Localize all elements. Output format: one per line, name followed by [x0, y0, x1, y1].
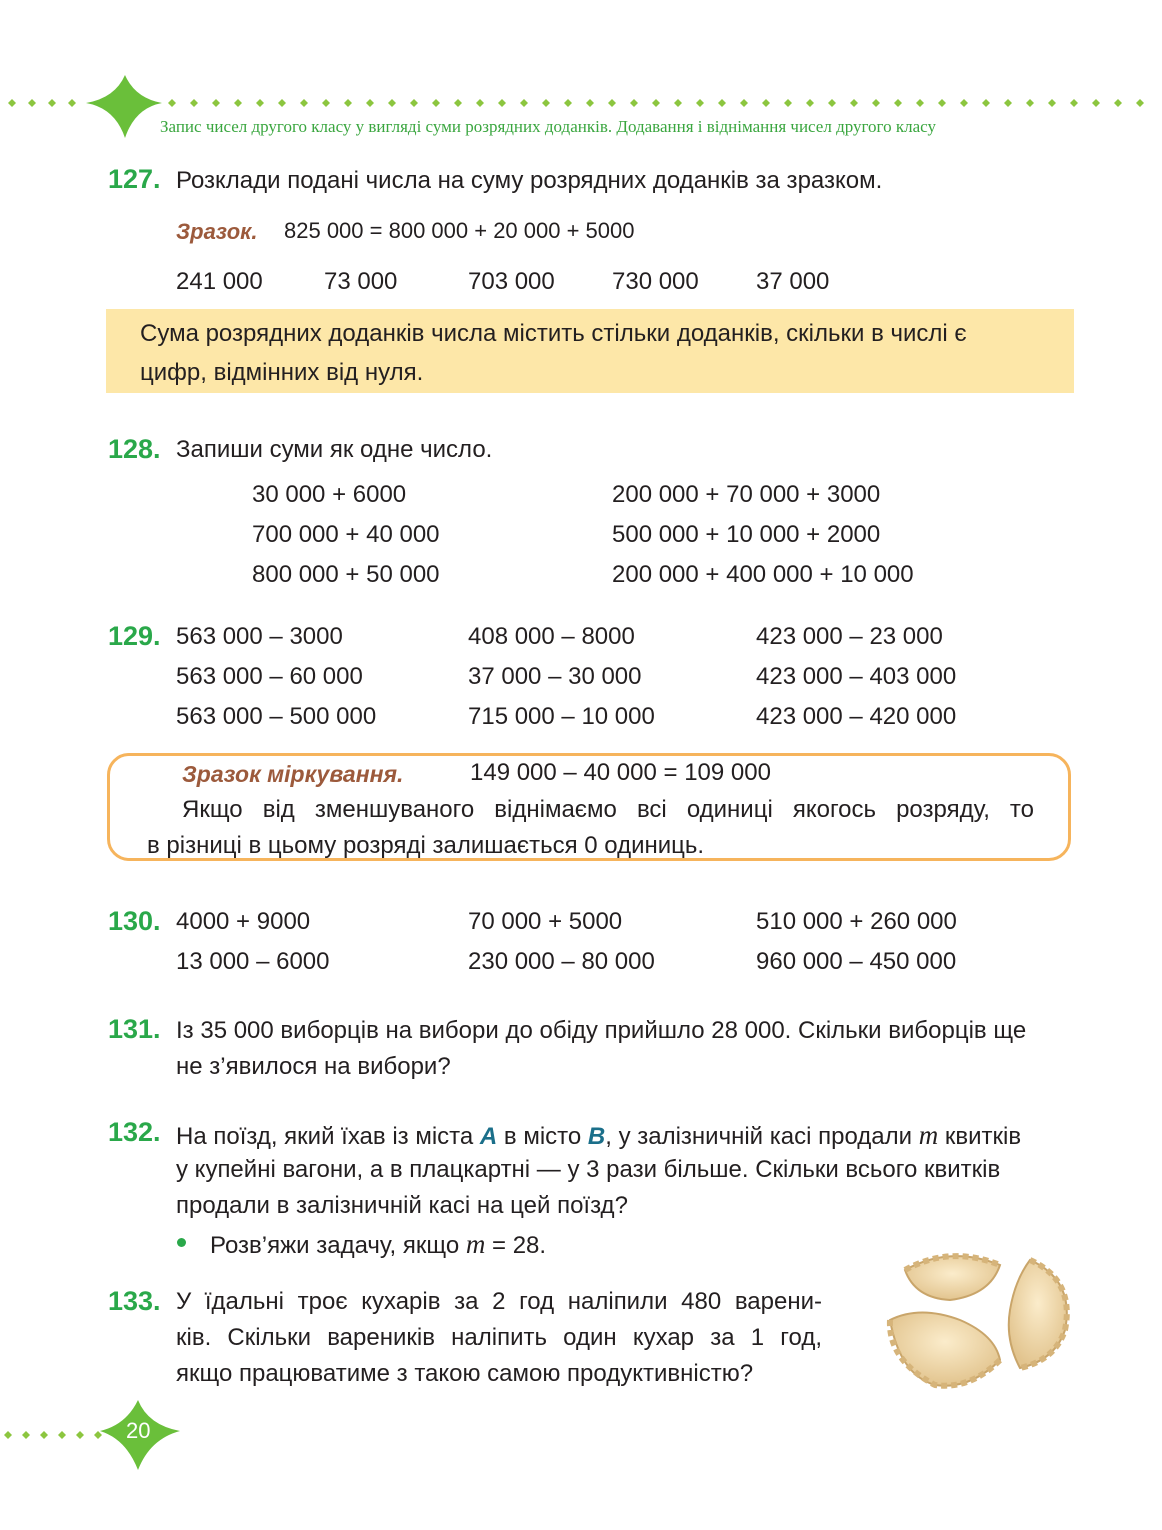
diamond-dots-left	[8, 99, 76, 107]
dumpling-icon	[905, 1256, 1000, 1300]
difference-expression: 715 000 – 10 000	[468, 703, 655, 730]
variable-m: m	[918, 1120, 939, 1150]
sum-expression: 800 000 + 50 000	[252, 561, 440, 588]
exercise-133-line-3: якщо працюватиме з такою самою продуктивністю?	[176, 1360, 754, 1387]
expression: 4000 + 9000	[176, 908, 311, 935]
dumpling-icon	[1009, 1260, 1067, 1368]
diamond-dots-right	[168, 99, 1144, 107]
dumplings-illustration	[880, 1240, 1080, 1400]
exercise-number-128: 128.	[108, 434, 161, 464]
number-item: 37 000	[756, 268, 830, 295]
text-part: , у залізничній касі продали	[605, 1123, 919, 1150]
exercise-131-line-2: не з’явилося на вибори?	[176, 1053, 451, 1080]
exercise-133-line-2: ків. Скільки вареників наліпить один кухар за 1 год,	[176, 1324, 822, 1351]
sum-expression: 700 000 + 40 000	[252, 521, 440, 548]
exercise-127-text: Розклади подані числа на суму розрядних доданків за зразком.	[176, 167, 883, 194]
reasoning-label: Зразок міркування.	[182, 761, 404, 787]
reasoning-line-1: Якщо від зменшуваного віднімаємо всі одиниці якогось розряду, то	[182, 796, 1034, 823]
large-green-star-icon	[86, 75, 162, 138]
exercise-132-bullet	[210, 1229, 546, 1260]
expression: 70 000 + 5000	[468, 908, 623, 935]
exercise-number-130: 130.	[108, 906, 161, 936]
rule-line-1: Сума розрядних доданків числа містить стільки доданків, скільки в числі є	[140, 320, 967, 347]
sum-expression: 200 000 + 400 000 + 10 000	[612, 561, 914, 588]
text-part: квитків	[938, 1123, 1022, 1150]
rule-line-2: цифр, відмінних від нуля.	[140, 359, 424, 386]
expression: 960 000 – 450 000	[756, 948, 957, 975]
exercise-132-line-3: продали в залізничній касі на цей поїзд?	[176, 1192, 628, 1219]
exercise-131-line-1: Із 35 000 виборців на вибори до обіду прийшло 28 000. Скільки виборців ще	[176, 1017, 1027, 1044]
bullet-icon	[177, 1238, 186, 1247]
city-b-label: В	[587, 1123, 606, 1150]
exercise-number-127: 127.	[108, 164, 161, 194]
difference-expression: 563 000 – 3000	[176, 623, 343, 650]
dumpling-icon	[890, 1313, 1000, 1386]
difference-expression: 423 000 – 420 000	[756, 703, 957, 730]
diamond-dots-footer	[4, 1431, 102, 1439]
reasoning-example: 149 000 – 40 000 = 109 000	[470, 759, 771, 786]
number-item: 73 000	[324, 268, 398, 295]
exercise-number-132: 132.	[108, 1117, 161, 1147]
exercise-number-129: 129.	[108, 621, 161, 651]
sum-expression: 500 000 + 10 000 + 2000	[612, 521, 881, 548]
number-item: 703 000	[468, 268, 555, 295]
text-part: = 28.	[485, 1232, 547, 1259]
header-title: Запис чисел другого класу у вигляді суми розрядних доданків. Додавання і віднімання чисел другого класу	[160, 117, 936, 136]
variable-m: m	[465, 1229, 486, 1259]
exercise-128-text: Запиши суми як одне число.	[176, 436, 493, 463]
sample-expression: 825 000 = 800 000 + 20 000 + 5000	[284, 218, 635, 243]
expression: 230 000 – 80 000	[468, 948, 655, 975]
difference-expression: 423 000 – 403 000	[756, 663, 957, 690]
text-part: На поїзд, який їхав із міста	[176, 1123, 480, 1150]
exercise-number-131: 131.	[108, 1014, 161, 1044]
difference-expression: 563 000 – 500 000	[176, 703, 377, 730]
expression: 510 000 + 260 000	[756, 908, 957, 935]
exercise-number-133: 133.	[108, 1286, 161, 1316]
difference-expression: 563 000 – 60 000	[176, 663, 363, 690]
text-part: Розв’яжи задачу, якщо	[210, 1232, 466, 1259]
expression: 13 000 – 6000	[176, 948, 330, 975]
text-part: в місто	[497, 1123, 588, 1150]
sample-label: Зразок.	[176, 219, 258, 244]
number-item: 730 000	[612, 268, 699, 295]
footer-decoration	[0, 1395, 200, 1475]
exercise-133-line-1: У їдальні троє кухарів за 2 год наліпили 480 варени-	[176, 1288, 822, 1315]
difference-expression: 423 000 – 23 000	[756, 623, 943, 650]
sum-expression: 30 000 + 6000	[252, 481, 407, 508]
difference-expression: 408 000 – 8000	[468, 623, 635, 650]
city-a-label: А	[479, 1123, 498, 1150]
number-item: 241 000	[176, 268, 263, 295]
exercise-132-line-1	[176, 1120, 1021, 1151]
reasoning-line-2: в різниці в цьому розряді залишається 0 одиниць.	[147, 832, 705, 859]
page-number: 20	[126, 1418, 151, 1443]
sum-expression: 200 000 + 70 000 + 3000	[612, 481, 881, 508]
exercise-132-line-2: у купейні вагони, а в плацкартні — у 3 рази більше. Скільки всього квитків	[176, 1156, 1001, 1183]
difference-expression: 37 000 – 30 000	[468, 663, 642, 690]
